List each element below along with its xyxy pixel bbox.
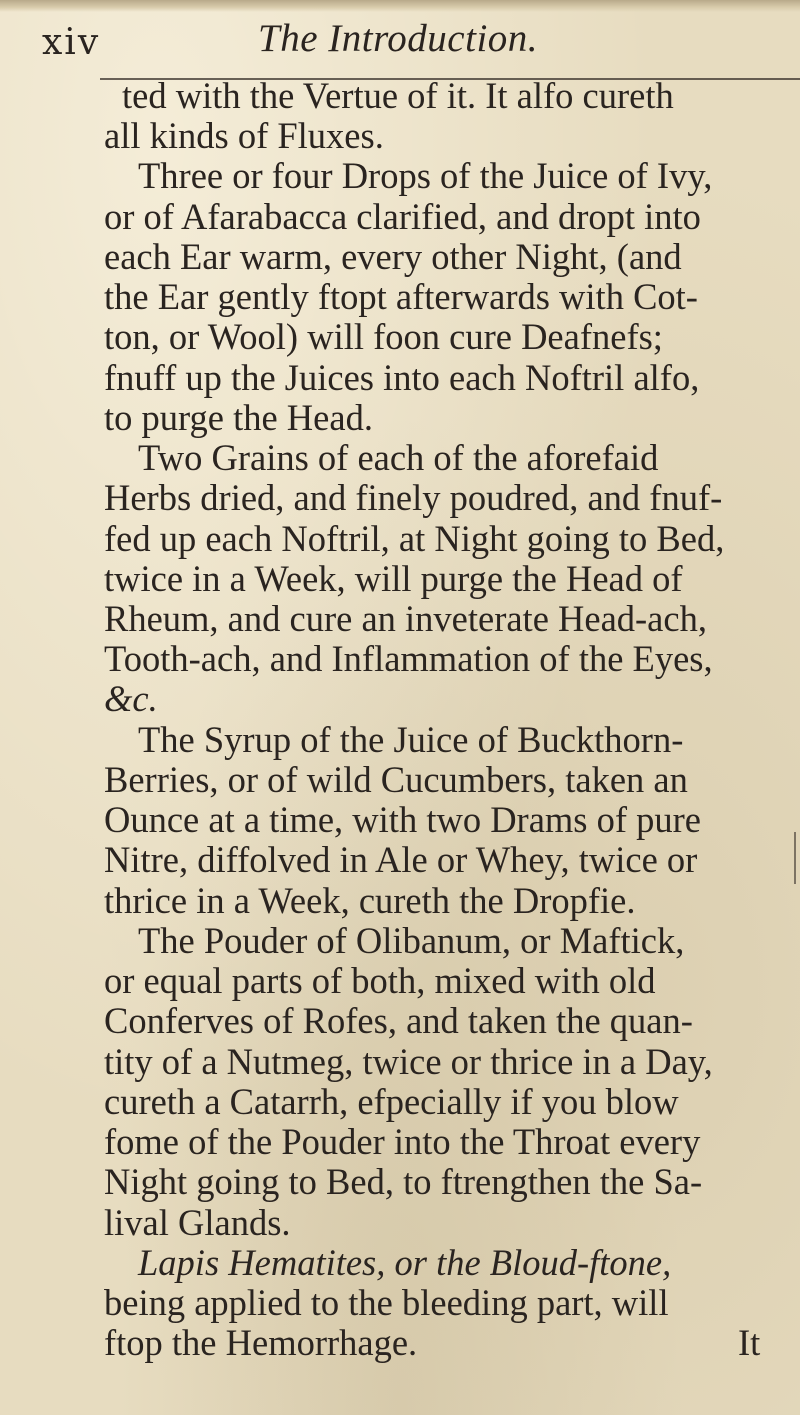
text-line: to purge the Head. [104,397,373,438]
text-line: Berries, or of wild Cucumbers, taken an [104,759,688,800]
text-line: fnuff up the Juices into each Noftril alfo, [104,357,700,398]
text-line: Herbs dried, and finely poudred, and fnuf- [104,477,723,518]
text-line: ted with the Vertue of it. It alfo cureth [122,75,674,116]
catchword: It [738,1322,761,1363]
text-line: Night going to Bed, to ftrengthen the Sa- [104,1161,703,1202]
text-line: ftop the Hemorrhage. [104,1322,418,1363]
page-number: xiv [42,22,101,63]
text-line: The Syrup of the Juice of Buckthorn- [138,719,684,760]
text-line: fome of the Pouder into the Throat every [104,1121,701,1162]
text-line: each Ear warm, every other Night, (and [104,236,682,277]
text-line: Tooth-ach, and Inflammation of the Eyes, [104,638,713,679]
text-line: lival Glands. [104,1202,291,1243]
text-line: the Ear gently ftopt afterwards with Cot- [104,276,698,317]
page-header [0,14,800,78]
text-line: Ounce at a time, with two Drams of pure [104,799,702,840]
text-line: &c. [104,678,158,719]
page-top-edge [0,0,800,12]
text-line: twice in a Week, will purge the Head of [104,558,683,599]
margin-rule [794,832,796,884]
text-line: tity of a Nutmeg, twice or thrice in a Day, [104,1041,713,1082]
text-line: Conferves of Rofes, and taken the quan- [104,1000,693,1041]
text-line: ton, or Wool) will foon cure Deafnefs; [104,316,663,357]
text-line: The Pouder of Olibanum, or Maftick, [138,920,685,961]
text-line: or equal parts of both, mixed with old [104,960,656,1001]
text-line: fed up each Noftril, at Night going to Bed, [104,518,725,559]
text-line: Lapis Hematites, or the Bloud-ftone, [138,1242,672,1283]
text-line: cureth a Catarrh, efpecially if you blow [104,1081,679,1122]
text-line: all kinds of Fluxes. [104,115,384,156]
text-line: thrice in a Week, cureth the Dropfie. [104,880,636,921]
text-line: Two Grains of each of the aforefaid [138,437,659,478]
text-line: Nitre, diffolved in Ale or Whey, twice or [104,839,698,880]
text-line: being applied to the bleeding part, will [104,1282,669,1323]
text-line: Rheum, and cure an inveterate Head-ach, [104,598,707,639]
running-title: The Introduction. [258,17,539,60]
text-line: or of Afarabacca clarified, and dropt into [104,196,701,237]
text-line: Three or four Drops of the Juice of Ivy, [138,155,713,196]
